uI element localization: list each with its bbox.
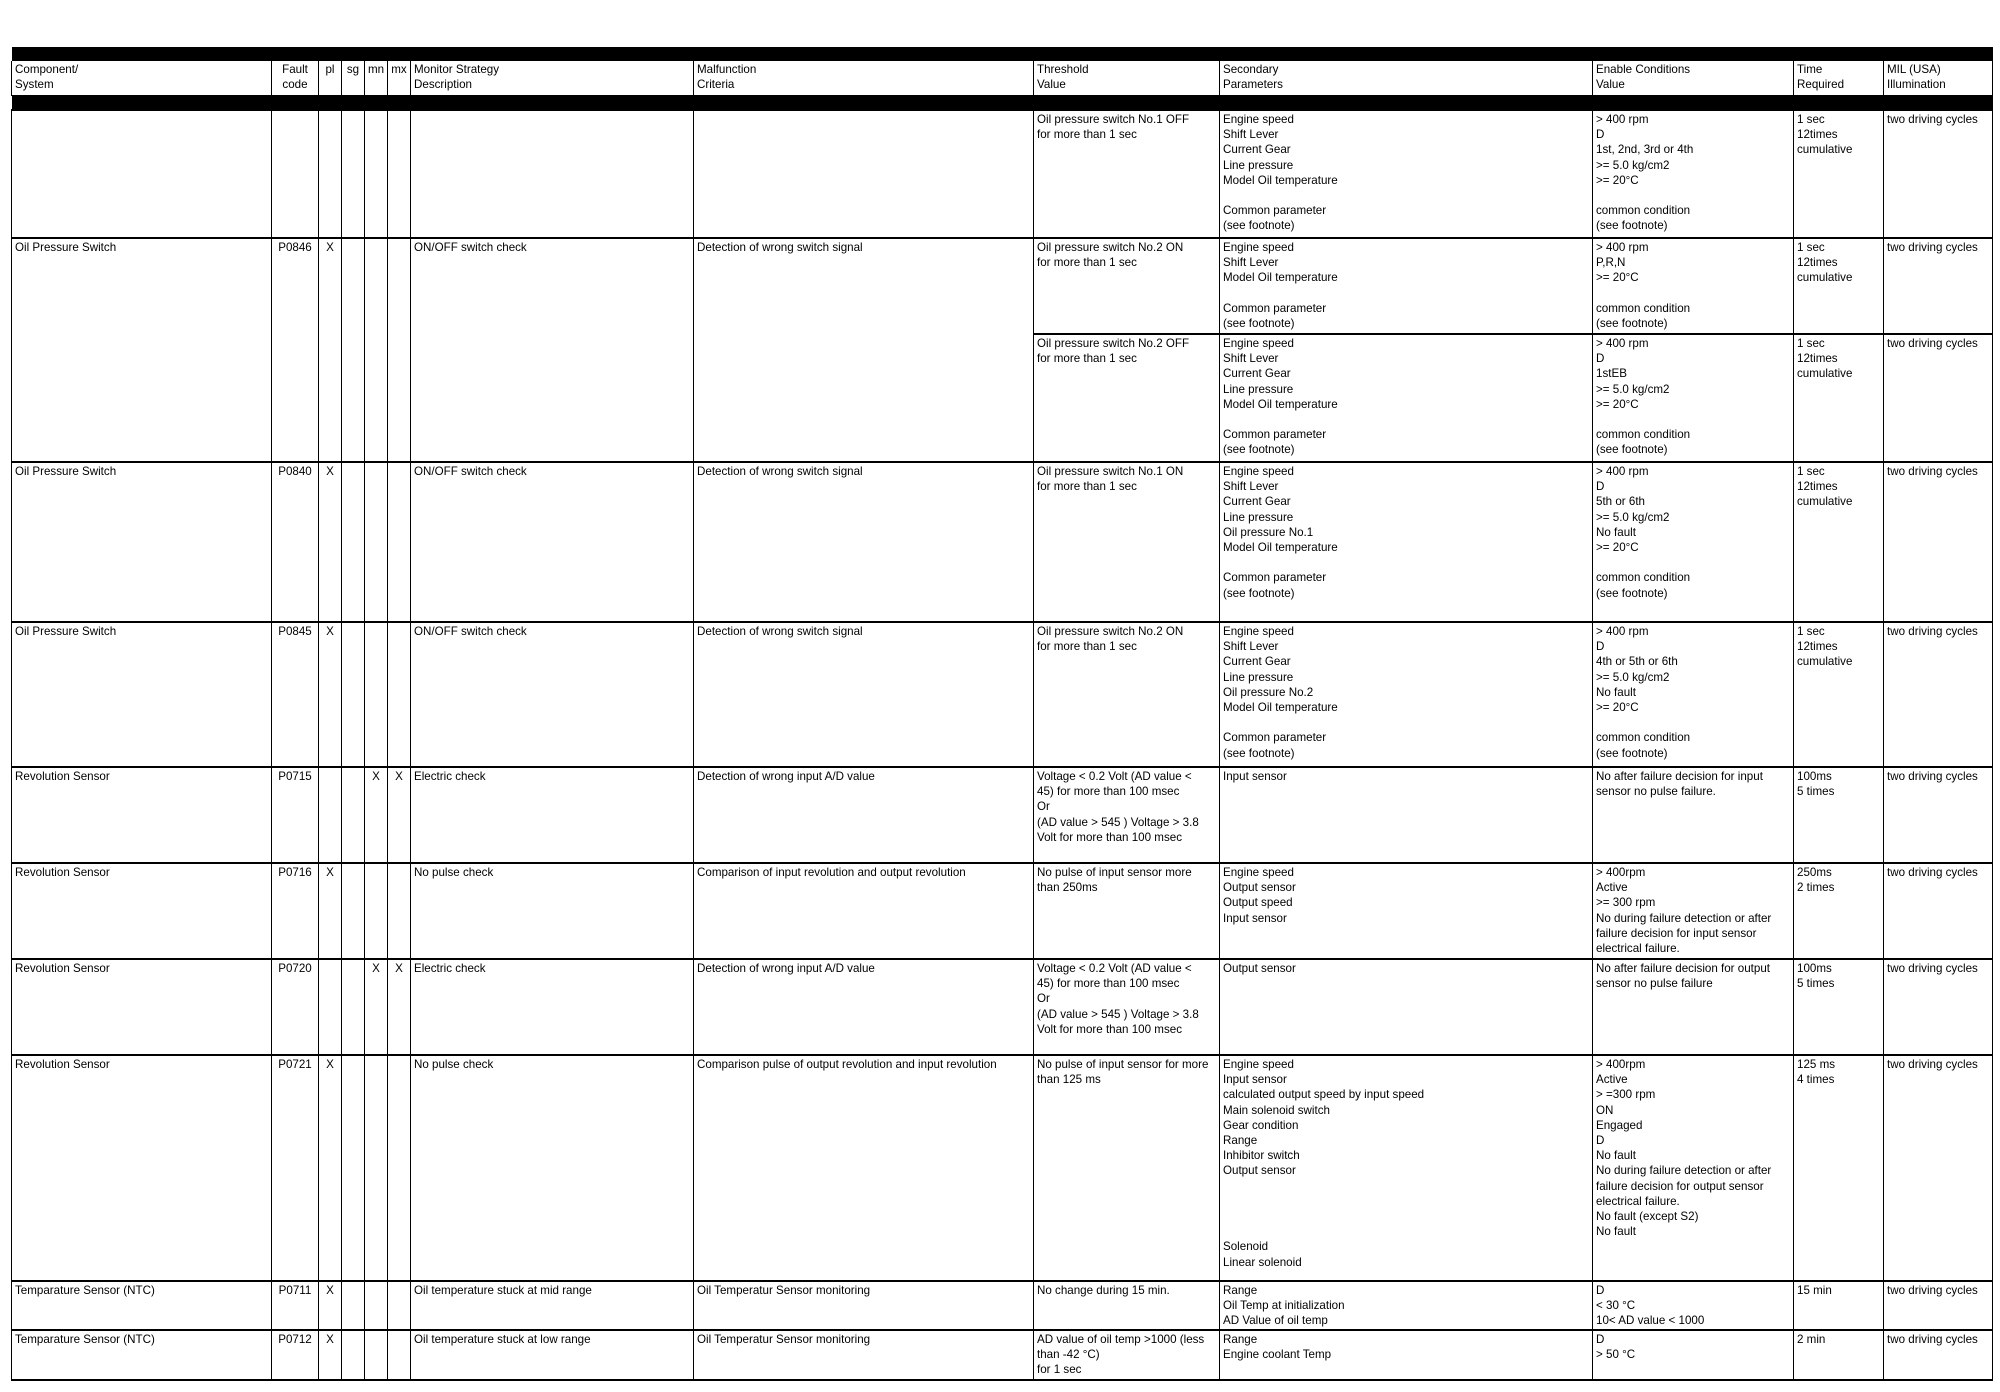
- table-row: [12, 1055, 1993, 1281]
- cell-threshold: No pulse of input sensor for more than 125 ms: [1034, 1055, 1220, 1281]
- cell-enable-conditions: > 400rpm Active >= 300 rpm No during failure detection or after failure decision for input sensor electrical failure.: [1593, 863, 1794, 959]
- cell-secondary-parameters: Engine speed Shift Lever Current Gear Line pressure Oil pressure No.2 Model Oil temperature Common parameter (see footnote): [1220, 622, 1593, 767]
- cell-mn-flag: X: [365, 959, 388, 1055]
- cell-time-required: 100ms 5 times: [1794, 959, 1884, 1055]
- cell-time-required: 2 min: [1794, 1330, 1884, 1380]
- cell-mn-flag: [365, 622, 388, 767]
- cell-pl-flag: [319, 959, 342, 1055]
- cell-mil-illumination: two driving cycles: [1884, 334, 1993, 462]
- cell-malfunction: Oil Temperatur Sensor monitoring: [694, 1281, 1034, 1330]
- cell-enable-conditions: No after failure decision for input sensor no pulse failure.: [1593, 767, 1794, 863]
- cell-pl-flag: X: [319, 863, 342, 959]
- cell-component: Revolution Sensor: [12, 959, 272, 1055]
- cell-mil-illumination: two driving cycles: [1884, 462, 1993, 622]
- cell-mil-illumination: two driving cycles: [1884, 1281, 1993, 1330]
- cell-secondary-parameters: Engine speed Shift Lever Current Gear Line pressure Model Oil temperature Common parameter (see footnote): [1220, 334, 1593, 462]
- cell-enable-conditions: > 400rpm Active > =300 rpm ON Engaged D No fault No during failure detection or after failure decision for output sensor electrical failure. No fault (except S2) No fault: [1593, 1055, 1794, 1281]
- cell-pl-flag: X: [319, 462, 342, 622]
- cell-sg-flag: [342, 1055, 365, 1281]
- cell-fault-code: P0846: [272, 238, 319, 462]
- cell-threshold: Voltage < 0.2 Volt (AD value < 45) for more than 100 msec Or (AD value > 545 ) Voltage > 3.8 Volt for more than 100 msec: [1034, 959, 1220, 1055]
- cell-mn-flag: [365, 462, 388, 622]
- cell-time-required: 250ms 2 times: [1794, 863, 1884, 959]
- cell-mn-flag: [365, 1055, 388, 1281]
- cell-sg-flag: [342, 1281, 365, 1330]
- cell-mx-flag: [388, 622, 411, 767]
- cell-fault-code: [272, 110, 319, 238]
- cell-sg-flag: [342, 767, 365, 863]
- cell-mn-flag: [365, 238, 388, 462]
- top-bar: [12, 47, 1993, 61]
- cell-fault-code: P0845: [272, 622, 319, 767]
- table-row: [12, 767, 1993, 863]
- cell-time-required: 125 ms 4 times: [1794, 1055, 1884, 1281]
- table-row: [12, 622, 1993, 767]
- cell-secondary-parameters: Engine speed Input sensor calculated output speed by input speed Main solenoid switch Gear condition Range Inhibitor switch Output sensor Solenoid Linear solenoid: [1220, 1055, 1593, 1281]
- cell-enable-conditions: > 400 rpm D 1st, 2nd, 3rd or 4th >= 5.0 kg/cm2 >= 20°C common condition (see footnote): [1593, 110, 1794, 238]
- cell-enable-conditions: > 400 rpm P,R,N >= 20°C common condition (see footnote): [1593, 238, 1794, 334]
- cell-threshold: No pulse of input sensor more than 250ms: [1034, 863, 1220, 959]
- cell-secondary-parameters: Range Oil Temp at initialization AD Value of oil temp: [1220, 1281, 1593, 1330]
- cell-threshold: Oil pressure switch No.2 OFF for more than 1 sec: [1034, 334, 1220, 462]
- monitor-table: [11, 47, 1993, 1381]
- cell-enable-conditions: D < 30 °C 10< AD value < 1000: [1593, 1281, 1794, 1330]
- header-enable: Enable Conditions Value: [1593, 61, 1794, 96]
- cell-fault-code: P0715: [272, 767, 319, 863]
- cell-mx-flag: [388, 238, 411, 462]
- header-pl: pl: [319, 61, 342, 96]
- cell-time-required: 1 sec 12times cumulative: [1794, 110, 1884, 238]
- cell-threshold: Oil pressure switch No.1 ON for more than 1 sec: [1034, 462, 1220, 622]
- cell-enable-conditions: > 400 rpm D 5th or 6th >= 5.0 kg/cm2 No fault >= 20°C common condition (see footnote): [1593, 462, 1794, 622]
- header-fault-code: Fault code: [272, 61, 319, 96]
- cell-component: [12, 110, 272, 238]
- header-row: [12, 61, 1993, 96]
- cell-pl-flag: X: [319, 1281, 342, 1330]
- cell-strategy: No pulse check: [411, 863, 694, 959]
- cell-strategy: ON/OFF switch check: [411, 238, 694, 462]
- cell-malfunction: Detection of wrong switch signal: [694, 238, 1034, 462]
- header-malfunction: Malfunction Criteria: [694, 61, 1034, 96]
- cell-malfunction: Detection of wrong input A/D value: [694, 959, 1034, 1055]
- cell-secondary-parameters: Input sensor: [1220, 767, 1593, 863]
- cell-time-required: 1 sec 12times cumulative: [1794, 622, 1884, 767]
- cell-fault-code: P0840: [272, 462, 319, 622]
- cell-secondary-parameters: Range Engine coolant Temp: [1220, 1330, 1593, 1380]
- header-mn: mn: [365, 61, 388, 96]
- table-row: [12, 863, 1993, 959]
- header-strategy: Monitor Strategy Description: [411, 61, 694, 96]
- table-row: [12, 1281, 1993, 1330]
- cell-mil-illumination: two driving cycles: [1884, 767, 1993, 863]
- cell-component: Oil Pressure Switch: [12, 238, 272, 462]
- cell-component: Oil Pressure Switch: [12, 622, 272, 767]
- cell-strategy: ON/OFF switch check: [411, 462, 694, 622]
- cell-mil-illumination: two driving cycles: [1884, 863, 1993, 959]
- table-row: [12, 462, 1993, 622]
- cell-mn-flag: [365, 863, 388, 959]
- cell-malfunction: Comparison of input revolution and output revolution: [694, 863, 1034, 959]
- cell-component: Oil Pressure Switch: [12, 462, 272, 622]
- cell-fault-code: P0711: [272, 1281, 319, 1330]
- cell-enable-conditions: > 400 rpm D 1stEB >= 5.0 kg/cm2 >= 20°C common condition (see footnote): [1593, 334, 1794, 462]
- cell-mil-illumination: two driving cycles: [1884, 959, 1993, 1055]
- cell-mn-flag: [365, 1330, 388, 1380]
- cell-component: Temparature Sensor (NTC): [12, 1330, 272, 1380]
- header-mil: MIL (USA) Illumination: [1884, 61, 1993, 96]
- cell-threshold: Voltage < 0.2 Volt (AD value < 45) for more than 100 msec Or (AD value > 545 ) Voltage > 3.8 Volt for more than 100 msec: [1034, 767, 1220, 863]
- cell-pl-flag: X: [319, 1055, 342, 1281]
- diagnostic-table-sheet: [11, 47, 1992, 1381]
- cell-mx-flag: [388, 863, 411, 959]
- cell-mn-flag: X: [365, 767, 388, 863]
- cell-fault-code: P0712: [272, 1330, 319, 1380]
- cell-sg-flag: [342, 959, 365, 1055]
- cell-strategy: Oil temperature stuck at low range: [411, 1330, 694, 1380]
- cell-time-required: 1 sec 12times cumulative: [1794, 334, 1884, 462]
- header-component: Component/ System: [12, 61, 272, 96]
- cell-strategy: Oil temperature stuck at mid range: [411, 1281, 694, 1330]
- cell-time-required: 1 sec 12times cumulative: [1794, 238, 1884, 334]
- cell-strategy: ON/OFF switch check: [411, 622, 694, 767]
- cell-time-required: 100ms 5 times: [1794, 767, 1884, 863]
- cell-strategy: Electric check: [411, 959, 694, 1055]
- cell-mn-flag: [365, 1281, 388, 1330]
- cell-secondary-parameters: Engine speed Shift Lever Current Gear Line pressure Model Oil temperature Common parameter (see footnote): [1220, 110, 1593, 238]
- cell-enable-conditions: No after failure decision for output sensor no pulse failure: [1593, 959, 1794, 1055]
- cell-malfunction: Detection of wrong switch signal: [694, 622, 1034, 767]
- cell-strategy: No pulse check: [411, 1055, 694, 1281]
- cell-threshold: Oil pressure switch No.1 OFF for more than 1 sec: [1034, 110, 1220, 238]
- cell-mx-flag: [388, 1330, 411, 1380]
- table-row: [12, 1330, 1993, 1380]
- cell-pl-flag: X: [319, 622, 342, 767]
- cell-threshold: No change during 15 min.: [1034, 1281, 1220, 1330]
- cell-mn-flag: [365, 110, 388, 238]
- header-threshold: Threshold Value: [1034, 61, 1220, 96]
- cell-threshold: AD value of oil temp >1000 (less than -42 °C) for 1 sec: [1034, 1330, 1220, 1380]
- cell-sg-flag: [342, 462, 365, 622]
- cell-mil-illumination: two driving cycles: [1884, 1330, 1993, 1380]
- header-sg: sg: [342, 61, 365, 96]
- cell-malfunction: [694, 110, 1034, 238]
- cell-malfunction: Comparison pulse of output revolution and input revolution: [694, 1055, 1034, 1281]
- cell-mil-illumination: two driving cycles: [1884, 1055, 1993, 1281]
- cell-malfunction: Detection of wrong switch signal: [694, 462, 1034, 622]
- cell-mx-flag: X: [388, 959, 411, 1055]
- cell-component: Revolution Sensor: [12, 863, 272, 959]
- cell-secondary-parameters: Engine speed Shift Lever Model Oil temperature Common parameter (see footnote): [1220, 238, 1593, 334]
- header-secondary: Secondary Parameters: [1220, 61, 1593, 96]
- cell-mx-flag: [388, 462, 411, 622]
- cell-enable-conditions: > 400 rpm D 4th or 5th or 6th >= 5.0 kg/cm2 No fault >= 20°C common condition (see footnote): [1593, 622, 1794, 767]
- cell-sg-flag: [342, 110, 365, 238]
- cell-mx-flag: X: [388, 767, 411, 863]
- cell-enable-conditions: D > 50 °C: [1593, 1330, 1794, 1380]
- table-row: [12, 959, 1993, 1055]
- cell-sg-flag: [342, 863, 365, 959]
- cell-component: Revolution Sensor: [12, 767, 272, 863]
- cell-mil-illumination: two driving cycles: [1884, 622, 1993, 767]
- table-row: [12, 238, 1993, 334]
- cell-secondary-parameters: Output sensor: [1220, 959, 1593, 1055]
- cell-component: Temparature Sensor (NTC): [12, 1281, 272, 1330]
- header-divider: [12, 96, 1993, 111]
- cell-strategy: [411, 110, 694, 238]
- cell-time-required: 1 sec 12times cumulative: [1794, 462, 1884, 622]
- cell-pl-flag: X: [319, 1330, 342, 1380]
- cell-fault-code: P0720: [272, 959, 319, 1055]
- cell-sg-flag: [342, 1330, 365, 1380]
- cell-threshold: Oil pressure switch No.2 ON for more than 1 sec: [1034, 238, 1220, 334]
- cell-pl-flag: [319, 110, 342, 238]
- cell-malfunction: Oil Temperatur Sensor monitoring: [694, 1330, 1034, 1380]
- cell-pl-flag: [319, 767, 342, 863]
- cell-threshold: Oil pressure switch No.2 ON for more than 1 sec: [1034, 622, 1220, 767]
- cell-component: Revolution Sensor: [12, 1055, 272, 1281]
- cell-sg-flag: [342, 238, 365, 462]
- header-time: Time Required: [1794, 61, 1884, 96]
- cell-mx-flag: [388, 1055, 411, 1281]
- cell-mil-illumination: two driving cycles: [1884, 238, 1993, 334]
- cell-strategy: Electric check: [411, 767, 694, 863]
- cell-fault-code: P0716: [272, 863, 319, 959]
- cell-malfunction: Detection of wrong input A/D value: [694, 767, 1034, 863]
- cell-pl-flag: X: [319, 238, 342, 462]
- cell-time-required: 15 min: [1794, 1281, 1884, 1330]
- cell-mx-flag: [388, 1281, 411, 1330]
- cell-sg-flag: [342, 622, 365, 767]
- cell-fault-code: P0721: [272, 1055, 319, 1281]
- cell-secondary-parameters: Engine speed Output sensor Output speed Input sensor: [1220, 863, 1593, 959]
- cell-mx-flag: [388, 110, 411, 238]
- table-row: [12, 110, 1993, 238]
- cell-mil-illumination: two driving cycles: [1884, 110, 1993, 238]
- header-mx: mx: [388, 61, 411, 96]
- cell-secondary-parameters: Engine speed Shift Lever Current Gear Line pressure Oil pressure No.1 Model Oil temperature Common parameter (see footnote): [1220, 462, 1593, 622]
